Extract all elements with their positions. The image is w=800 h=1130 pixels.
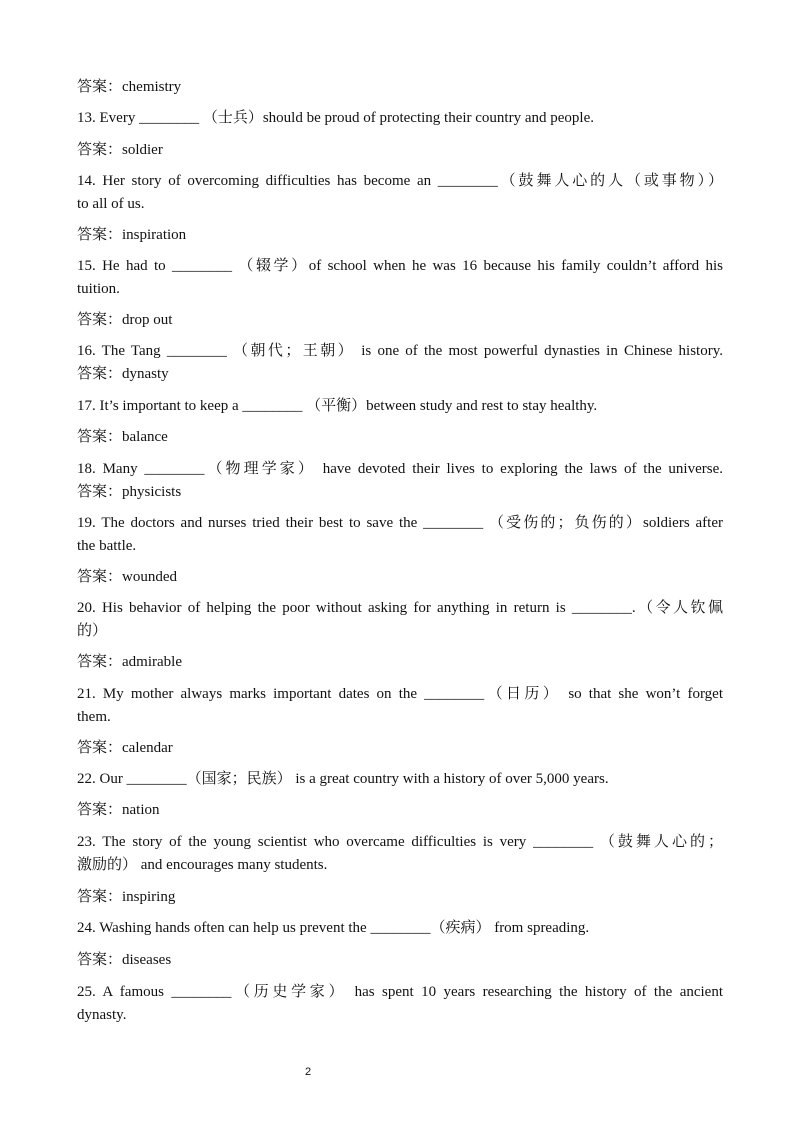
answer-line: 答案：inspiring — [77, 889, 176, 905]
answer-line: 答案：diseases — [77, 952, 172, 968]
question-18: 18. Many ________（物理学家） have devoted their lives to exploring the laws of the universe. — [77, 461, 723, 477]
answer-line: 答案：balance — [77, 429, 168, 445]
question-21: 21. My mother always marks important dates on the ________（日历） so that she won’t forget — [77, 686, 723, 702]
answer-line: 答案：nation — [77, 802, 160, 818]
question-23: 23. The story of the young scientist who overcame difficulties is very ________ （鼓舞人心的； — [77, 834, 723, 850]
answer-line: 答案：inspiration — [77, 227, 187, 243]
question-19-cont: the battle. — [77, 538, 137, 554]
question-13: 13. Every ________ （士兵）should be proud of protecting their country and people. — [77, 110, 594, 126]
question-17: 17. It’s important to keep a ________ （平衡）between study and rest to stay healthy. — [77, 398, 598, 414]
page-number: 2 — [304, 1066, 312, 1078]
answer-line: 答案：admirable — [77, 654, 182, 670]
question-19: 19. The doctors and nurses tried their best to save the ________ （受伤的；负伤的）soldiers after — [77, 515, 723, 531]
answer-line: 答案：dynasty — [77, 366, 169, 382]
answer-line: 答案：calendar — [77, 740, 173, 756]
answer-line: 答案：chemistry — [77, 79, 182, 95]
question-16: 16. The Tang ________ （朝代；王朝） is one of the most powerful dynasties in Chinese history. — [77, 343, 723, 359]
question-23-cont: 激励的） and encourages many students. — [77, 857, 328, 873]
question-15-cont: tuition. — [77, 281, 120, 297]
question-20-cont: 的） — [77, 623, 108, 639]
answer-line: 答案：wounded — [77, 569, 177, 585]
question-25-cont: dynasty. — [77, 1007, 127, 1023]
answer-line: 答案：soldier — [77, 142, 163, 158]
question-15: 15. He had to ________ （辍学）of school when he was 16 because his family couldn’t afford his — [77, 258, 723, 274]
question-14: 14. Her story of overcoming difficulties has become an ________（鼓舞人心的人（或事物）） — [77, 173, 723, 189]
answer-line: 答案：drop out — [77, 312, 173, 328]
question-14-cont: to all of us. — [77, 196, 145, 212]
answer-line: 答案：physicists — [77, 484, 182, 500]
question-22: 22. Our ________（国家；民族） is a great country with a history of over 5,000 years. — [77, 771, 609, 787]
question-21-cont: them. — [77, 709, 111, 725]
question-20: 20. His behavior of helping the poor without asking for anything in return is ________.（令人钦佩 — [77, 600, 723, 616]
question-24: 24. Washing hands often can help us prevent the ________（疾病） from spreading. — [77, 920, 590, 936]
question-25: 25. A famous ________（历史学家） has spent 10 years researching the history of the ancient — [77, 984, 723, 1000]
